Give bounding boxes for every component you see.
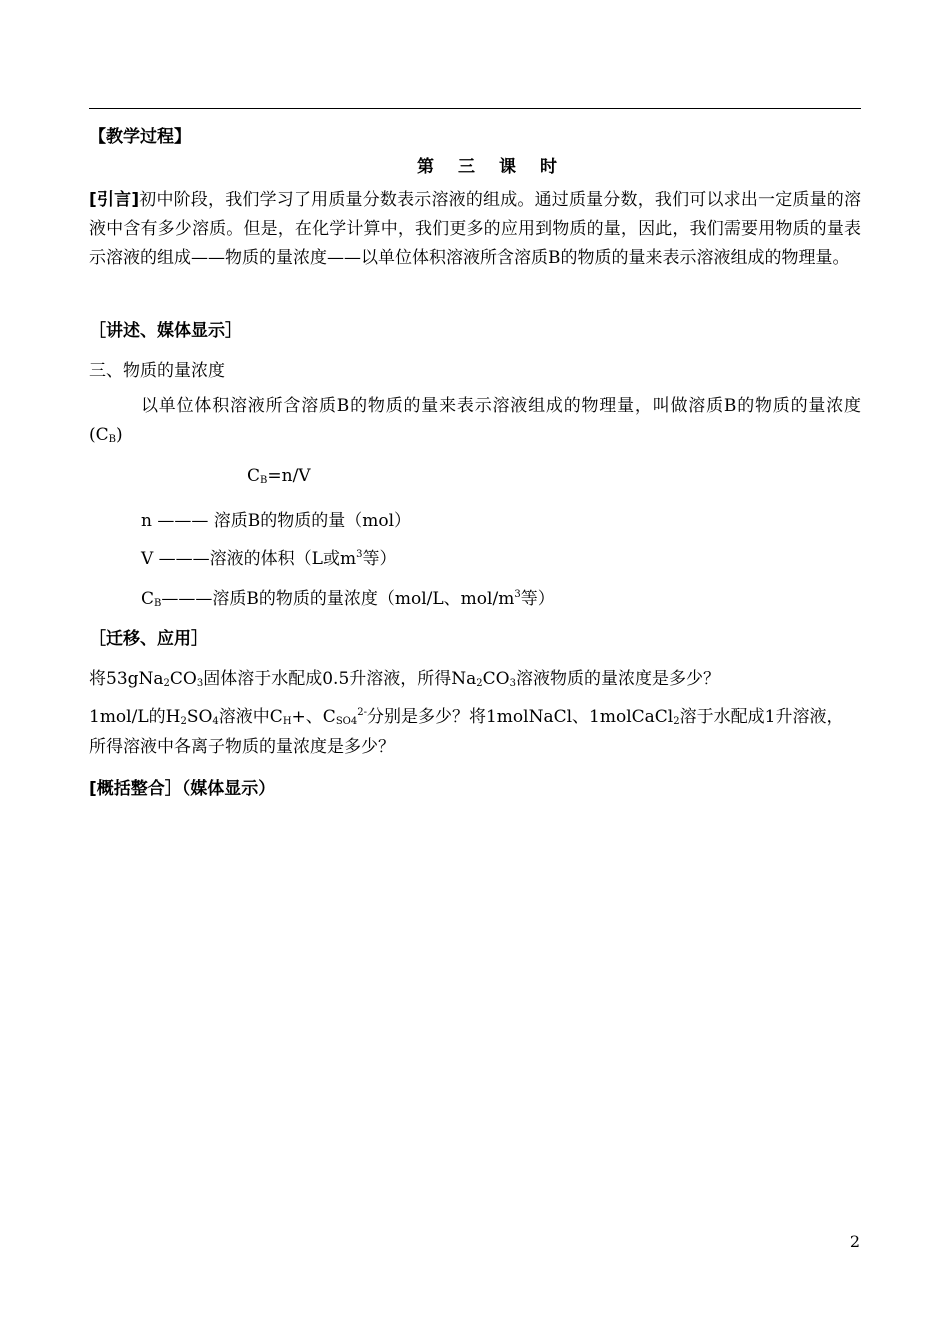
q1-sub: 2 — [476, 678, 483, 689]
definition-sub: B — [108, 434, 116, 445]
term-v-symbol: V — [141, 549, 154, 569]
definition-paragraph — [89, 392, 861, 454]
term-c-sup: 3 — [514, 589, 521, 600]
term-c-tail: 等） — [520, 589, 555, 609]
question-1 — [89, 664, 861, 689]
lecture-tag: ［讲述、媒体显示］ — [89, 321, 242, 341]
concept-heading: 三、物质的量浓度 — [89, 361, 225, 381]
summary-tag: [概括整合］（媒体显示） — [89, 779, 276, 799]
term-v-tail: 等） — [362, 549, 397, 569]
q1-part: 固体溶于水配成0.5升溶液，所得Na — [203, 669, 477, 689]
term-v-desc: ———溶液的体积（L或m — [153, 549, 357, 569]
q2-sub: 2 — [180, 716, 187, 727]
q1-part: CO — [482, 669, 510, 689]
q1-sub: 3 — [509, 678, 516, 689]
term-c-desc: ———溶质B的物质的量浓度（mol/L、mol/m — [161, 589, 515, 609]
definition-text: 以单位体积溶液所含溶质B的物质的量来表示溶液组成的物理量，叫做溶质B的物质的量浓度(C — [89, 396, 861, 445]
term-n — [89, 506, 913, 531]
application-tag: ［迁移、应用］ — [89, 629, 208, 649]
definition-close: ) — [116, 425, 123, 445]
q2-part: 溶于水配成1升溶液， — [679, 707, 844, 727]
q2-part: SO — [186, 707, 213, 727]
q2-part: 溶液中C — [218, 707, 283, 727]
term-v-sup: 3 — [356, 549, 363, 560]
intro-paragraph — [89, 186, 861, 273]
question-2-line-1 — [89, 702, 861, 727]
term-n-symbol: n — [141, 511, 152, 531]
q1-part: CO — [169, 669, 197, 689]
intro-text: 初中阶段，我们学习了用质量分数表示溶液的组成。通过质量分数，我们可以求出一定质量的溶液中含有多少溶质。但是，在化学计算中，我们更多的应用到物质的量，因此，我们需要用物质的量表示溶液的组成——物质的量浓度——以单位体积溶液所含溶质B的物质的量来表示溶液组成的物理量。 — [89, 190, 861, 268]
term-n-desc: ——— 溶质B的物质的量（mol） — [151, 511, 412, 531]
q2-sub: SO4 — [335, 716, 358, 727]
q1-sub: 3 — [196, 678, 204, 689]
q1-sub: 2 — [163, 678, 170, 689]
term-v — [89, 544, 913, 569]
term-c — [89, 584, 913, 609]
formula-c: C — [247, 466, 261, 486]
term-c-symbol: C — [141, 589, 155, 609]
section-heading: 【教学过程】 — [89, 127, 191, 147]
q2-part: 1mol/L的H — [89, 707, 181, 727]
formula-rest: =n/V — [267, 466, 311, 486]
q2-sub: H — [282, 716, 292, 727]
header-rule — [89, 108, 861, 109]
term-c-sub: B — [154, 598, 162, 609]
q2-sub: 4 — [212, 716, 219, 727]
formula — [89, 466, 950, 486]
q2-part: 分别是多少？将1molNaCl、1molCaCl — [366, 707, 674, 727]
q1-part: 将53gNa — [89, 669, 164, 689]
page-number: 2 — [849, 1232, 860, 1251]
intro-tag: [引言] — [89, 190, 140, 210]
lesson-title: 第三课时 — [417, 157, 581, 177]
q1-part: 溶液物质的量浓度是多少？ — [515, 669, 720, 689]
question-2-line-2: 所得溶液中各离子物质的量浓度是多少？ — [89, 737, 395, 757]
q2-sup: 2- — [357, 707, 367, 718]
q2-sub: 2 — [673, 716, 680, 727]
q2-part: +、C — [291, 707, 336, 727]
formula-sub: B — [260, 475, 268, 486]
